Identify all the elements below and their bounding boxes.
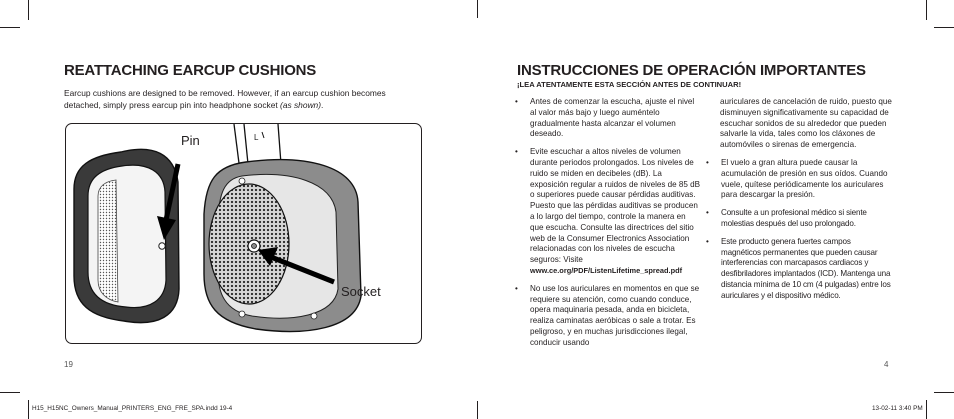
- page-number: 4: [884, 360, 889, 369]
- timestamp: 13-02-11 3:40 PM: [872, 405, 923, 412]
- pin-label: Pin: [181, 133, 200, 148]
- page-heading: REATTACHING EARCUP CUSHIONS: [64, 62, 317, 79]
- reference-link[interactable]: www.ce.org/PDF/ListenLifetime_spread.pdf: [530, 265, 683, 275]
- continued-text: auriculares de cancelación de ruido, puesto que disminuyen significativamente su capacidad de escuchar sonidos de su alrededor que pueden salvarle la vida, tales como los cláxones de automóviles o sirenas de emergencia.: [720, 97, 892, 150]
- socket-label: Socket: [341, 284, 381, 299]
- list-item-text: No use los auriculares en momentos en que se requiere su atención, como cuando conduce, opera maquinaria pesada, anda en bicicleta, realiza caminatas aeróbicas o sale a trotar. Es peligroso, y en muchas jurisdicciones ilegal, conducir usando: [530, 283, 700, 347]
- earcup-housing: [204, 160, 361, 332]
- crop-mark: [28, 0, 29, 20]
- crop-mark: [0, 27, 20, 28]
- file-info: H15_H15NC_Owners_Manual_PRINTERS_ENG_FRE_SPA.indd 19-4: [32, 405, 233, 412]
- list-item-text: Consulte a un profesional médico si siente molestias después del uso prolongado.: [721, 208, 867, 228]
- intro-line: Earcup cushions are designed to be removed. However, if an earcup cushion becomes: [64, 88, 386, 98]
- crop-mark: [926, 400, 927, 419]
- list-item: [513, 97, 701, 140]
- intro-note: (as shown): [280, 99, 321, 110]
- crop-mark: [934, 27, 954, 28]
- list-item: [704, 237, 892, 302]
- headphone-drawing: [66, 124, 421, 343]
- intro-line: [64, 100, 424, 112]
- crop-mark: [28, 400, 29, 419]
- intro-text-part: detached, simply press earcup pin into headphone socket: [64, 99, 281, 110]
- list-item-text: El vuelo a gran altura puede causar la acumulación de presión en sus oídos. Cuando vuele, quítese periódicamente los auriculares para descargar la presión.: [721, 157, 888, 200]
- earcup-illustration: [65, 123, 422, 344]
- crop-mark: [934, 392, 954, 393]
- list-item: [513, 284, 701, 349]
- list-item: [513, 147, 701, 277]
- side-mark: L: [254, 133, 259, 142]
- list-item: [704, 158, 892, 201]
- list-item-text: Antes de comenzar la escucha, ajuste el nivel al valor más bajo y luego auméntelo gradualmente hasta alcanzar el volumen deseado.: [530, 97, 695, 139]
- intro-text-part: .: [321, 99, 324, 110]
- intro-text: [64, 88, 424, 111]
- instructions-column-2: [704, 97, 892, 309]
- bullet-glyph: •: [515, 97, 518, 106]
- crop-mark: [477, 0, 478, 18]
- bullet-glyph: •: [515, 147, 518, 157]
- instructions-column-1: [513, 97, 701, 356]
- crop-mark: [0, 392, 20, 393]
- bullet-glyph: •: [706, 236, 709, 246]
- list-item-text: Este producto genera fuertes campos magnéticos permanentes que pueden causar interferencias con marcapasos cardiacos y desfibriladores implantados (ICD). Mantenga una distancia mínima de 10 cm (4 pulgadas) entre los auriculares y el dispositivo médico.: [721, 236, 891, 300]
- list-item: [704, 208, 892, 230]
- page-number: 19: [64, 360, 73, 369]
- bullet-glyph: •: [706, 157, 709, 167]
- crop-mark: [477, 401, 478, 419]
- bullet-glyph: •: [706, 208, 709, 218]
- bullet-glyph: •: [515, 283, 518, 293]
- crop-mark: [926, 0, 927, 20]
- page-heading: INSTRUCCIONES DE OPERACIÓN IMPORTANTES: [517, 62, 866, 79]
- list-item-text: Evite escuchar a altos niveles de volumen durante periodos prolongados. Los niveles de ruido se miden en decibeles (dB). La exposición regular a ruidos de niveles de 85 dB o superiores puede causar pérdidas auditivas. Puesto que las pérdidas auditivas se producen a lo largo del tiempo, controle la manera en que escucha. Consulte las directrices del sitio web de la Consumer Electronics Association relacionadas con los niveles de escucha seguros: Visite: [530, 147, 701, 265]
- page-subheading: ¡LEA ATENTAMENTE ESTA SECCIÓN ANTES DE CONTINUAR!: [517, 80, 742, 89]
